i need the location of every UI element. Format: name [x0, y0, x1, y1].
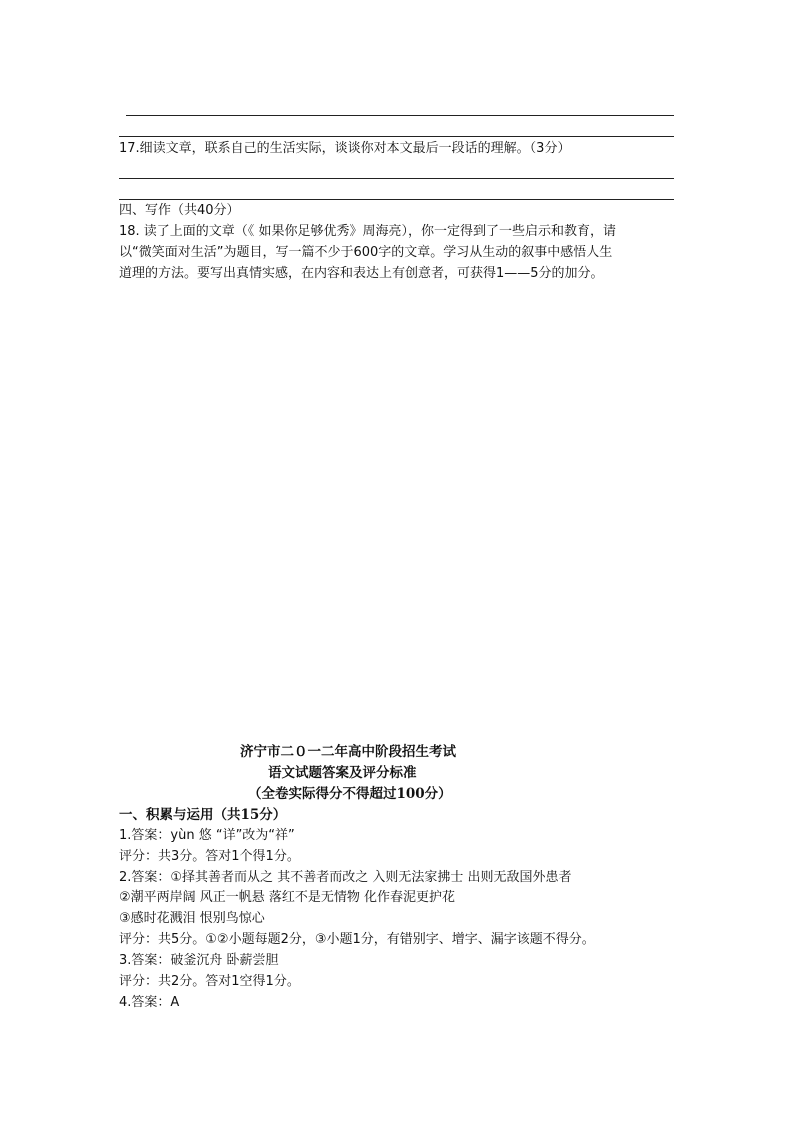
- answer-subtitle: 语文试题答案及评分标准: [268, 765, 417, 781]
- question-18-line-2: 以“微笑面对生活”为题目，写一篇不少于600字的文章。学习从生动的叙事中感悟人生: [119, 245, 613, 260]
- question-18-line-1: 18. 读了上面的文章（《 如果你足够优秀》周海亮），你一定得到了一些启示和教育，请: [119, 224, 616, 239]
- question-17: 17.细读文章，联系自己的生活实际，谈谈你对本文最后一段话的理解。（3分）: [119, 141, 571, 156]
- answer-line-9: 4.答案：A: [119, 995, 180, 1010]
- answer-line-3: 2.答案：①择其善者而从之 其不善者而改之 入则无法家拂士 出则无敌国外患者: [119, 870, 572, 885]
- answer-line-1: 1.答案：yùn 悠 “详”改为“祥”: [119, 828, 295, 843]
- answer-line-6: 评分：共5分。①②小题每题2分，③小题1分，有错别字、增字、漏字该题不得分。: [119, 932, 595, 947]
- section-1-title: 一、积累与运用（共15分）: [119, 807, 287, 823]
- answer-line-7: 3.答案：破釜沉舟 卧薪尝胆: [119, 953, 279, 968]
- answer-line-8: 评分：共2分。答对1空得1分。: [119, 974, 300, 989]
- question-18-line-3: 道理的方法。要写出真情实感，在内容和表达上有创意者，可获得1——5分的加分。: [119, 266, 604, 281]
- section-4-title: 四、写作（共40分）: [119, 203, 240, 218]
- answer-line-4: ②潮平两岸阔 风正一帆悬 落红不是无情物 化作春泥更护花: [119, 890, 456, 905]
- answer-line: [119, 136, 674, 137]
- answer-line: [119, 178, 674, 179]
- answer-title: 济宁市二０一二年高中阶段招生考试: [240, 744, 456, 760]
- answer-line: [119, 199, 674, 200]
- answer-note: （全卷实际得分不得超过100分）: [248, 786, 452, 802]
- answer-line-5: ③感时花溅泪 恨别鸟惊心: [119, 911, 265, 926]
- answer-line-2: 评分：共3分。答对1个得1分。: [119, 849, 300, 864]
- answer-line: [126, 115, 674, 116]
